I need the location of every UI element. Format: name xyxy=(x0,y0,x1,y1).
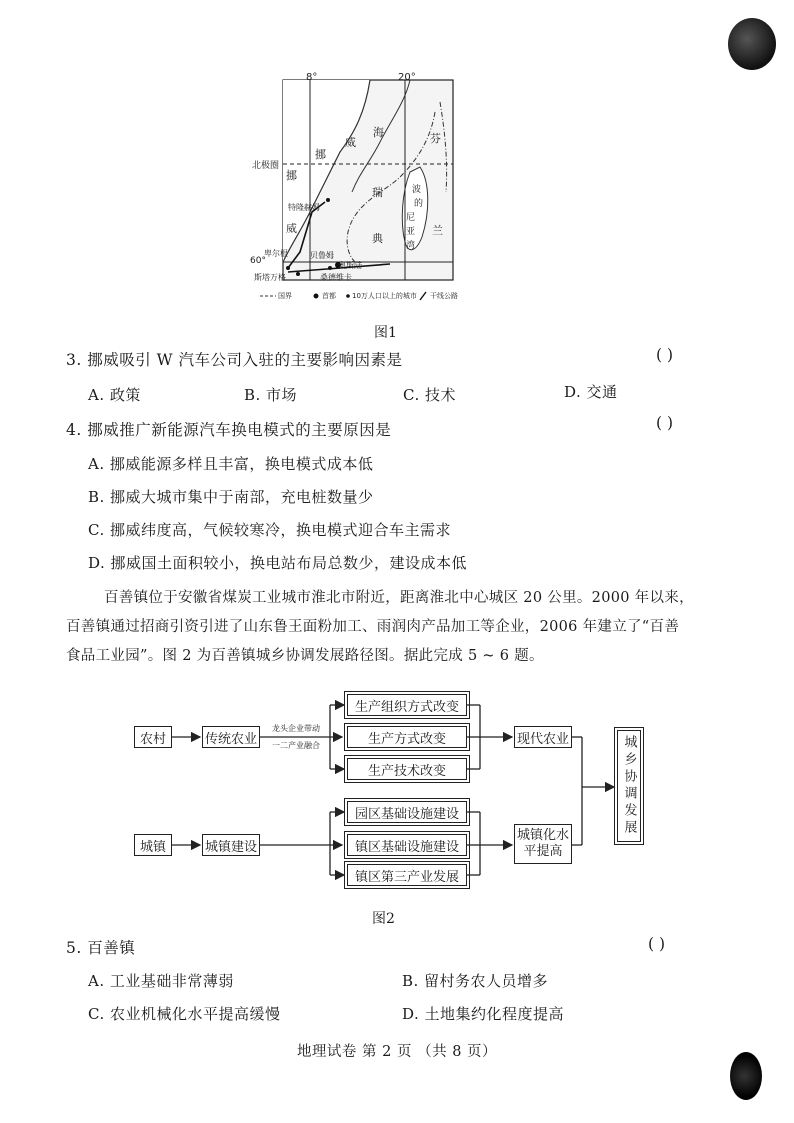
q4-option-a: A. 挪威能源多样且丰富，换电模式成本低 xyxy=(88,455,374,473)
region-label: 兰 xyxy=(432,224,443,237)
city-label: 桑德维卡 xyxy=(320,273,352,282)
city-label: 特隆赫姆 xyxy=(288,203,320,212)
q3-option-b: B. 市场 xyxy=(244,386,298,404)
region-label: 波 xyxy=(412,185,422,195)
lat-label-60: 60° xyxy=(250,256,266,266)
node-tertiary-industry: 镇区第三产业发展 xyxy=(347,864,467,886)
q4-stem: 4. 挪威推广新能源汽车换电模式的主要原因是 xyxy=(66,421,392,439)
legend-capital: 首都 xyxy=(322,292,336,300)
node-traditional-agriculture: 传统农业 xyxy=(202,726,260,748)
q3-stem: 3. 挪威吸引 W 汽车公司入驻的主要影响因素是 xyxy=(66,351,403,369)
q4-option-c: C. 挪威纬度高，气候较寒冷，换电模式迎合车主需求 xyxy=(88,521,451,539)
lat-label-arctic: 北极圈 xyxy=(252,161,280,171)
q4-option-d: D. 挪威国土面积较小，换电站布局总数少，建设成本低 xyxy=(88,554,468,572)
corner-mark-bottom xyxy=(730,1052,762,1100)
q5-stem: 5. 百善镇 xyxy=(66,939,136,957)
city-label: 贝鲁姆 xyxy=(310,251,334,260)
region-label: 亚 xyxy=(406,227,416,237)
node-modern-agriculture: 现代农业 xyxy=(514,726,572,748)
region-label: 典 xyxy=(372,232,383,245)
region-label: 海 xyxy=(373,126,384,139)
node-park-infrastructure: 园区基础设施建设 xyxy=(347,801,467,823)
region-label: 挪 xyxy=(315,148,326,161)
region-label: 尼 xyxy=(406,213,416,223)
node-change-method: 生产方式改变 xyxy=(347,726,467,748)
q5-answer-paren: ( ) xyxy=(648,935,666,953)
node-change-technology: 生产技术改变 xyxy=(347,758,467,780)
urbanization-line2: 平提高 xyxy=(523,844,563,859)
passage-line: 百善镇通过招商引资引进了山东鲁王面粉加工、雨润肉产品加工等企业，2006 年建立了“百善 xyxy=(66,619,680,635)
node-town-construction: 城镇建设 xyxy=(202,834,260,856)
region-label: 威 xyxy=(286,222,297,235)
figure2-caption: 图2 xyxy=(372,911,395,927)
legend-highway: 干线公路 xyxy=(430,292,458,300)
region-label: 瑞 xyxy=(372,186,383,199)
passage xyxy=(66,584,726,671)
node-urban-rural-coordination: 城乡协调发展 xyxy=(617,730,641,842)
arrow-note-industry-fusion: 一二产业融合 xyxy=(272,741,320,750)
q4-answer-paren: ( ) xyxy=(656,414,674,432)
region-label: 挪 xyxy=(286,169,297,182)
figure1-map xyxy=(240,72,470,304)
urbanization-line1: 城镇化水 xyxy=(516,828,569,843)
q5-option-b: B. 留村务农人员增多 xyxy=(402,972,549,990)
city-label: 卑尔根 xyxy=(264,249,288,258)
legend-border: 国界 xyxy=(278,292,292,300)
passage-line: 食品工业园”。图 2 为百善镇城乡协调发展路径图。据此完成 5 ~ 6 题。 xyxy=(66,648,544,664)
city-label: 奥斯陆 xyxy=(338,261,362,270)
region-label: 威 xyxy=(345,136,356,149)
node-urbanization xyxy=(514,824,572,864)
region-label: 芬 xyxy=(430,132,441,145)
node-village: 农村 xyxy=(134,726,172,748)
node-town: 城镇 xyxy=(134,834,172,856)
q5-option-a: A. 工业基础非常薄弱 xyxy=(88,972,234,990)
legend-city: 10万人口以上的城市 xyxy=(352,292,417,300)
node-change-organization: 生产组织方式改变 xyxy=(347,694,467,716)
lon-label-20: 20° xyxy=(398,72,416,83)
q5-option-c: C. 农业机械化水平提高缓慢 xyxy=(88,1005,281,1023)
q4-option-b: B. 挪威大城市集中于南部，充电桩数量少 xyxy=(88,488,374,506)
passage-line: 百善镇位于安徽省煤炭工业城市淮北市附近，距离淮北中心城区 20 公里。2000 年以来， xyxy=(104,590,694,606)
node-town-infrastructure: 镇区基础设施建设 xyxy=(347,834,467,856)
figure2-diagram xyxy=(120,690,660,900)
region-label: 湾 xyxy=(406,241,416,251)
q3-option-c: C. 技术 xyxy=(403,386,456,404)
q3-option-a: A. 政策 xyxy=(88,386,141,404)
q3-option-d: D. 交通 xyxy=(564,383,618,401)
lon-label-8: 8° xyxy=(306,72,318,83)
arrow-note-leading-enterprise: 龙头企业带动 xyxy=(272,724,320,733)
page-footer: 地理试卷 第 2 页 （共 8 页） xyxy=(296,1044,498,1060)
region-label: 的 xyxy=(414,199,424,209)
q3-answer-paren: ( ) xyxy=(656,346,674,364)
corner-mark xyxy=(728,18,776,70)
figure1-caption: 图1 xyxy=(374,325,397,341)
q5-option-d: D. 土地集约化程度提高 xyxy=(402,1005,565,1023)
city-label: 斯塔万格 xyxy=(254,273,286,282)
